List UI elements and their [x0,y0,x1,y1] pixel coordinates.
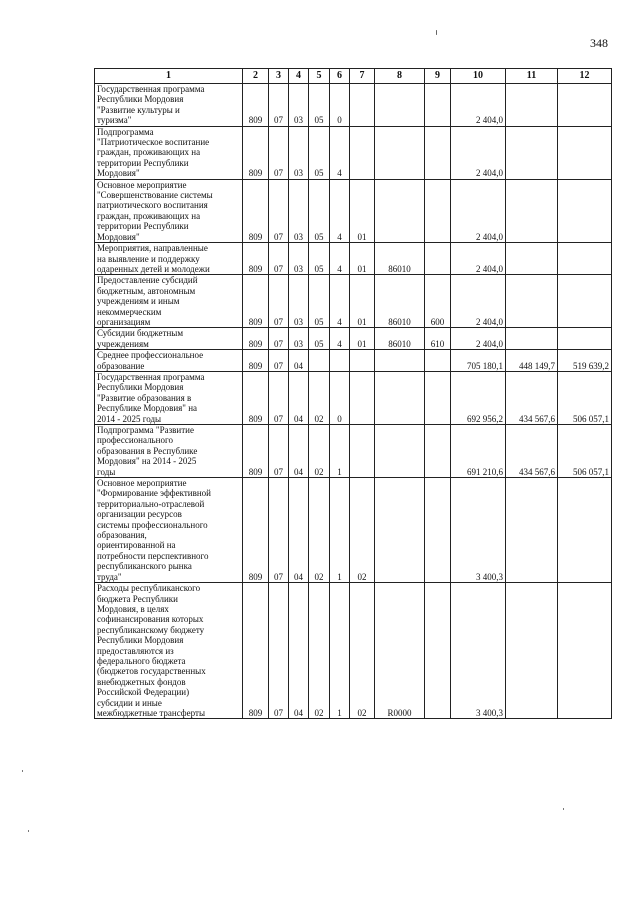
cell-col-2: 809 [243,328,269,350]
cell-col-5: 02 [309,478,330,583]
cell-col-6: 0 [330,84,350,127]
table-row [95,328,612,350]
cell-col-12 [558,243,612,275]
row-name-cell: Расходы республиканского бюджета Республики Мордовия, в целях софинансирования которых республиканскому бюджету Республики Мордовия предоставляются из федерального бюджета (бюджетов государственных внебюджетных фондов Российской Федерации) субсидии и иные межбюджетные трансферты [95,583,243,719]
table-row [95,478,612,583]
row-name-cell: Основное мероприятие "Совершенствование системы патриотического воспитания граждан, проживающих на территории Республики Мордовия" [95,179,243,242]
cell-col-5: 05 [309,243,330,275]
cell-col-5 [309,350,330,372]
cell-col-8 [375,84,425,127]
cell-col-3: 07 [269,179,289,242]
row-name-cell: Предоставление субсидий бюджетным, автономным учреждениям и иным некоммерческим организациям [95,275,243,328]
cell-col-5: 02 [309,583,330,719]
cell-col-4: 03 [289,243,309,275]
cell-col-11 [506,328,558,350]
cell-col-2: 809 [243,583,269,719]
cell-col-5: 05 [309,126,330,179]
cell-col-6: 1 [330,478,350,583]
cell-col-9 [425,371,451,424]
cell-col-6: 4 [330,275,350,328]
cell-col-12 [558,275,612,328]
cell-col-2: 809 [243,425,269,478]
cell-col-12 [558,478,612,583]
cell-col-10: 3 400,3 [451,478,506,583]
cell-col-7: 02 [350,583,375,719]
cell-col-9 [425,478,451,583]
cell-col-7: 01 [350,243,375,275]
cell-col-12 [558,126,612,179]
cell-col-2: 809 [243,84,269,127]
cell-col-4: 04 [289,583,309,719]
cell-col-3: 07 [269,84,289,127]
scan-speck [563,808,564,810]
cell-col-10: 2 404,0 [451,84,506,127]
cell-col-6: 4 [330,243,350,275]
column-header: 7 [350,69,375,84]
cell-col-9 [425,425,451,478]
row-name-cell: Государственная программа Республики Мордовия "Развитие культуры и туризма" [95,84,243,127]
cell-col-4: 04 [289,371,309,424]
cell-col-3: 07 [269,275,289,328]
cell-col-7 [350,371,375,424]
table-row [95,84,612,127]
cell-col-4: 03 [289,84,309,127]
cell-col-8 [375,371,425,424]
cell-col-11: 448 149,7 [506,350,558,372]
cell-col-5: 02 [309,371,330,424]
cell-col-5: 05 [309,328,330,350]
table-row [95,583,612,719]
cell-col-11 [506,275,558,328]
cell-col-10: 705 180,1 [451,350,506,372]
cell-col-8: R0000 [375,583,425,719]
cell-col-12: 519 639,2 [558,350,612,372]
cell-col-7 [350,425,375,478]
column-header: 1 [95,69,243,84]
cell-col-2: 809 [243,275,269,328]
cell-col-2: 809 [243,243,269,275]
cell-col-9 [425,179,451,242]
row-name-cell: Подпрограмма "Развитие профессионального образования в Республике Мордовия" на 2014 - 2025 годы [95,425,243,478]
cell-col-6: 1 [330,583,350,719]
cell-col-11 [506,583,558,719]
cell-col-7 [350,126,375,179]
cell-col-10: 2 404,0 [451,275,506,328]
cell-col-4: 03 [289,275,309,328]
column-header: 10 [451,69,506,84]
cell-col-11 [506,243,558,275]
table-row [95,350,612,372]
budget-table [94,68,612,719]
column-header: 3 [269,69,289,84]
table-row [95,275,612,328]
scan-speck [22,770,23,772]
cell-col-10: 2 404,0 [451,126,506,179]
cell-col-6 [330,350,350,372]
cell-col-9 [425,583,451,719]
cell-col-8 [375,179,425,242]
column-header: 12 [558,69,612,84]
row-name-cell: Среднее профессиональное образование [95,350,243,372]
cell-col-6: 0 [330,371,350,424]
cell-col-7: 01 [350,275,375,328]
column-header: 8 [375,69,425,84]
table-header-row [95,69,612,84]
cell-col-7: 02 [350,478,375,583]
cell-col-8 [375,425,425,478]
cell-col-11: 434 567,6 [506,425,558,478]
cell-col-12 [558,84,612,127]
cell-col-9: 610 [425,328,451,350]
cell-col-6: 4 [330,179,350,242]
cell-col-5: 05 [309,179,330,242]
cell-col-4: 04 [289,350,309,372]
column-header: 11 [506,69,558,84]
cell-col-3: 07 [269,350,289,372]
scan-speck [436,30,437,35]
cell-col-6: 4 [330,328,350,350]
cell-col-2: 809 [243,350,269,372]
cell-col-11 [506,478,558,583]
column-header: 4 [289,69,309,84]
cell-col-7: 01 [350,179,375,242]
cell-col-7 [350,350,375,372]
cell-col-9 [425,350,451,372]
cell-col-10: 2 404,0 [451,243,506,275]
cell-col-7: 01 [350,328,375,350]
cell-col-9 [425,84,451,127]
row-name-cell: Подпрограмма "Патриотическое воспитание граждан, проживающих на территории Республики Мордовия" [95,126,243,179]
cell-col-5: 05 [309,275,330,328]
row-name-cell: Основное мероприятие "Формирование эффективной территориально-отраслевой организации ресурсов системы профессионального образования, ориентированной на потребности перспективного республиканского рынка труда" [95,478,243,583]
table-row [95,371,612,424]
cell-col-5: 05 [309,84,330,127]
cell-col-11 [506,179,558,242]
cell-col-9 [425,243,451,275]
column-header: 2 [243,69,269,84]
cell-col-8 [375,478,425,583]
cell-col-12 [558,179,612,242]
cell-col-6: 4 [330,126,350,179]
table-row [95,425,612,478]
cell-col-10: 2 404,0 [451,328,506,350]
cell-col-8: 86010 [375,328,425,350]
cell-col-3: 07 [269,126,289,179]
table-body [95,84,612,719]
cell-col-3: 07 [269,425,289,478]
cell-col-7 [350,84,375,127]
cell-col-10: 2 404,0 [451,179,506,242]
cell-col-4: 03 [289,179,309,242]
cell-col-8: 86010 [375,243,425,275]
cell-col-2: 809 [243,126,269,179]
table-row [95,126,612,179]
cell-col-11 [506,84,558,127]
cell-col-2: 809 [243,371,269,424]
cell-col-4: 03 [289,126,309,179]
page-number: 348 [590,36,608,50]
cell-col-4: 03 [289,328,309,350]
cell-col-9 [425,126,451,179]
row-name-cell: Субсидии бюджетным учреждениям [95,328,243,350]
cell-col-10: 3 400,3 [451,583,506,719]
cell-col-11 [506,126,558,179]
cell-col-12 [558,583,612,719]
cell-col-3: 07 [269,371,289,424]
cell-col-4: 04 [289,478,309,583]
scan-speck [28,830,29,832]
row-name-cell: Государственная программа Республики Мордовия "Развитие образования в Республике Мордовия" на 2014 - 2025 годы [95,371,243,424]
cell-col-12: 506 057,1 [558,425,612,478]
cell-col-3: 07 [269,243,289,275]
column-header: 5 [309,69,330,84]
column-header: 6 [330,69,350,84]
cell-col-10: 691 210,6 [451,425,506,478]
cell-col-3: 07 [269,328,289,350]
cell-col-8 [375,126,425,179]
cell-col-11: 434 567,6 [506,371,558,424]
cell-col-12: 506 057,1 [558,371,612,424]
cell-col-2: 809 [243,179,269,242]
row-name-cell: Мероприятия, направленные на выявление и поддержку одаренных детей и молодежи [95,243,243,275]
column-header: 9 [425,69,451,84]
table-row [95,179,612,242]
cell-col-8: 86010 [375,275,425,328]
cell-col-5: 02 [309,425,330,478]
cell-col-12 [558,328,612,350]
cell-col-6: 1 [330,425,350,478]
cell-col-10: 692 956,2 [451,371,506,424]
cell-col-2: 809 [243,478,269,583]
cell-col-4: 04 [289,425,309,478]
table-row [95,243,612,275]
cell-col-3: 07 [269,478,289,583]
cell-col-9: 600 [425,275,451,328]
cell-col-8 [375,350,425,372]
cell-col-3: 07 [269,583,289,719]
